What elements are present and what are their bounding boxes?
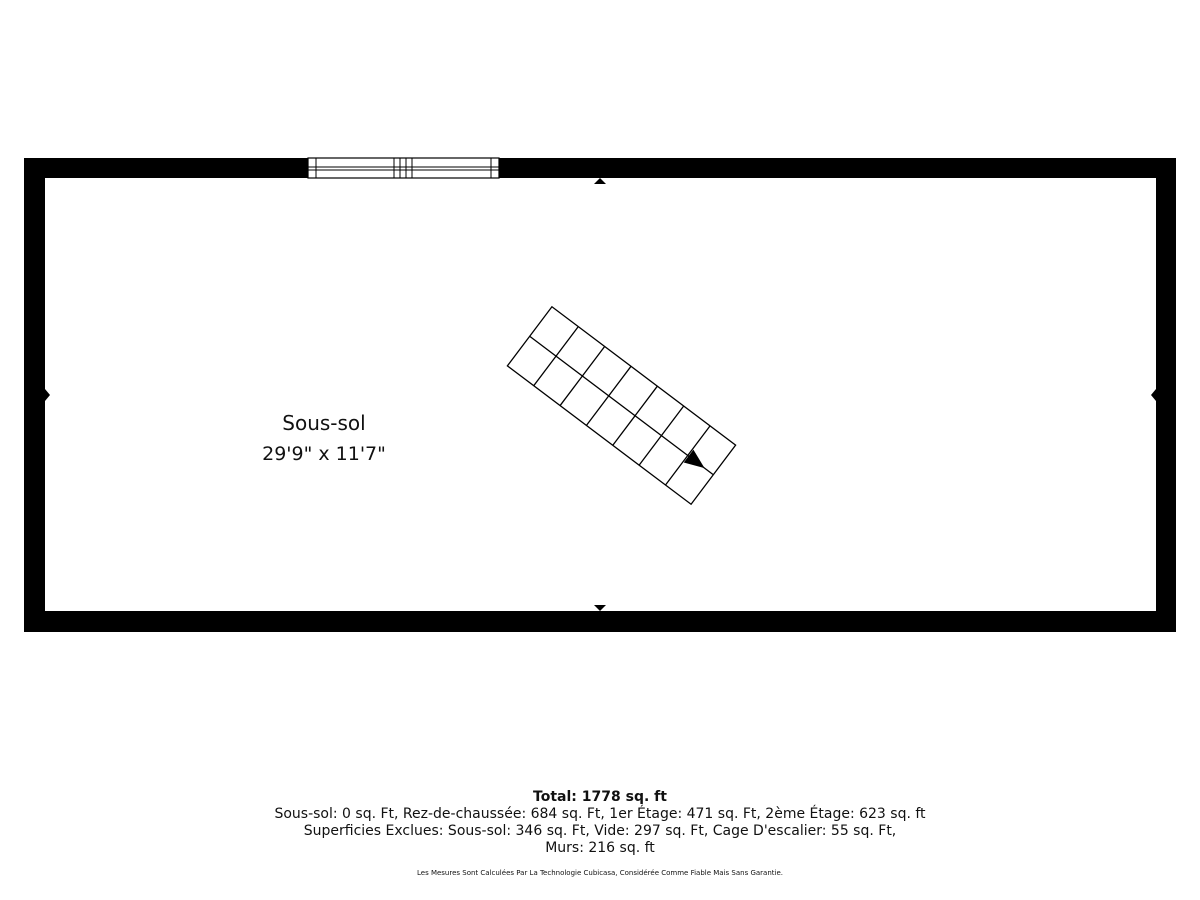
walls-area: Murs: 216 sq. ft — [545, 840, 655, 856]
window — [308, 158, 499, 178]
room-dimensions: 29'9" x 11'7" — [262, 443, 386, 465]
floor-areas: Sous-sol: 0 sq. Ft, Rez-de-chaussée: 684 sq. Ft, 1er Étage: 471 sq. Ft, 2ème Étage: 623 sq. ft — [274, 806, 926, 822]
total-area: Total: 1778 sq. ft — [533, 789, 667, 805]
walls — [24, 158, 1176, 632]
room-name: Sous-sol — [282, 411, 366, 435]
room-floor — [45, 178, 1156, 611]
excluded-areas: Superficies Exclues: Sous-sol: 346 sq. Ft, Vide: 297 sq. Ft, Cage D'escalier: 55 sq. Ft, — [303, 823, 897, 839]
area-summary — [0, 789, 1200, 878]
disclaimer: Les Mesures Sont Calculées Par La Technologie Cubicasa, Considérée Comme Fiable Mais Sans Garantie. — [416, 869, 783, 877]
